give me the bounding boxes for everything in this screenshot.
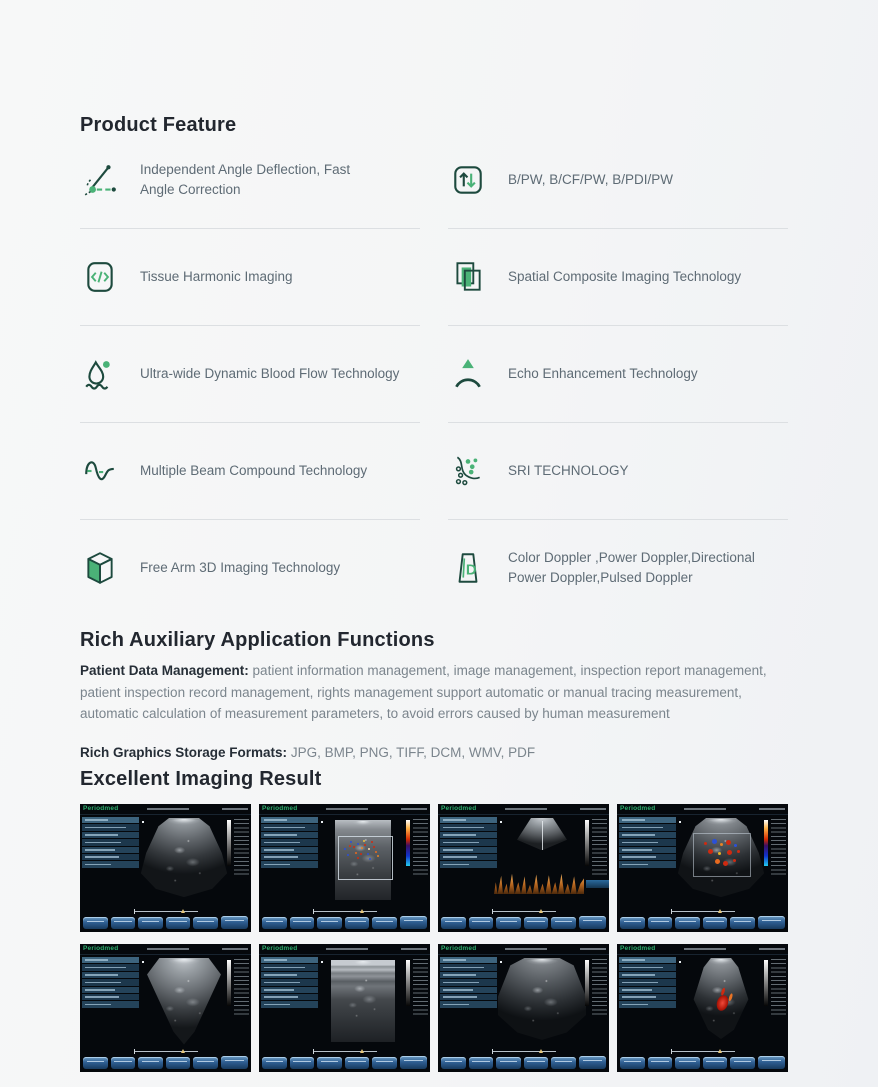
- parameter-row: [440, 1001, 497, 1007]
- ultrasound-scan-shape: [140, 958, 228, 1050]
- exam-settings-text: [759, 808, 785, 810]
- control-button-row: [441, 916, 606, 929]
- sine-wave-icon: [80, 453, 120, 489]
- feature-item: [80, 520, 420, 616]
- parameter-row: [82, 972, 139, 978]
- parameter-row: [82, 861, 139, 867]
- ultrasound-topbar: [80, 944, 251, 955]
- playback-control-button: [221, 1056, 248, 1069]
- measurement-readout-text: [413, 819, 428, 877]
- control-button: [290, 1057, 315, 1069]
- patient-data-lead: Patient Data Management:: [80, 663, 249, 678]
- depth-scale-line: [492, 911, 556, 912]
- control-button: [524, 917, 549, 929]
- composite-squares-icon: [448, 259, 488, 295]
- sri-dots-icon: [448, 453, 488, 489]
- parameter-row: [82, 817, 139, 823]
- patient-info-text: [684, 808, 726, 810]
- parameter-row: [619, 817, 676, 823]
- ultrasound-thumbnail[interactable]: [438, 804, 609, 932]
- control-button: [524, 1057, 549, 1069]
- parameter-row: [619, 861, 676, 867]
- control-button: [372, 1057, 397, 1069]
- patient-info-text: [326, 948, 368, 950]
- ultrasound-image-area: [677, 958, 765, 1050]
- machine-brand-logo: Periodmed: [262, 804, 298, 812]
- patient-data-text: patient information management, image management, inspection report management, patient inspection record management, rights management support automatic or manual tracing measurement, automatic calculation of measurement parameters, to avoid errors caused by human measurement: [80, 663, 767, 722]
- control-button: [193, 917, 218, 929]
- ultrasound-image-area: [319, 958, 407, 1050]
- parameter-row: [619, 972, 676, 978]
- control-button: [496, 1057, 521, 1069]
- measurement-readout-text: [234, 819, 249, 877]
- parameter-row: [619, 979, 676, 985]
- depth-scale-line: [313, 1051, 377, 1052]
- parameter-row: [619, 987, 676, 993]
- measurement-readout-text: [592, 959, 607, 1017]
- ultrasound-topbar: [438, 944, 609, 955]
- patient-info-text: [684, 948, 726, 950]
- control-button: [83, 1057, 108, 1069]
- doppler-d-icon: [448, 550, 488, 586]
- control-button: [166, 1057, 191, 1069]
- ultrasound-gallery: [80, 804, 788, 1072]
- parameter-row: [261, 854, 318, 860]
- control-button: [551, 917, 576, 929]
- focus-marker: [679, 821, 681, 823]
- ultrasound-topbar: [438, 804, 609, 815]
- control-button: [620, 917, 645, 929]
- feature-item: [448, 326, 788, 423]
- control-button: [138, 917, 163, 929]
- patient-data-paragraph: [80, 660, 788, 725]
- control-button: [730, 1057, 755, 1069]
- control-button: [703, 1057, 728, 1069]
- depth-scale-line: [671, 1051, 735, 1052]
- focus-marker: [321, 821, 323, 823]
- parameter-panel: [619, 817, 676, 869]
- water-drop-icon: [80, 356, 120, 392]
- machine-brand-logo: Periodmed: [441, 804, 477, 812]
- machine-brand-logo: Periodmed: [620, 804, 656, 812]
- control-button: [317, 1057, 342, 1069]
- ultrasound-scan-shape: [140, 818, 228, 910]
- ultrasound-topbar: [80, 804, 251, 815]
- patient-info-text: [147, 808, 189, 810]
- control-button-row: [620, 916, 785, 929]
- parameter-row: [619, 847, 676, 853]
- measurement-readout-text: [771, 819, 786, 877]
- measurement-readout-text: [413, 959, 428, 1017]
- parameter-row: [440, 824, 497, 830]
- parameter-row: [261, 817, 318, 823]
- ultrasound-image-area: [498, 958, 586, 1050]
- exam-settings-text: [222, 808, 248, 810]
- ultrasound-thumbnail[interactable]: [80, 944, 251, 1072]
- svg-text:D: D: [465, 562, 477, 579]
- storage-formats-lead: Rich Graphics Storage Formats:: [80, 744, 288, 760]
- feature-label: Independent Angle Deflection, Fast Angle Correction: [140, 161, 351, 197]
- parameter-row: [440, 972, 497, 978]
- control-button: [648, 917, 673, 929]
- feature-item: [80, 326, 420, 423]
- parameter-row: [440, 854, 497, 860]
- focus-marker: [321, 961, 323, 963]
- exam-settings-text: [222, 948, 248, 950]
- control-button: [620, 1057, 645, 1069]
- control-button: [111, 1057, 136, 1069]
- focus-marker: [500, 821, 502, 823]
- feature-item: [448, 423, 788, 520]
- exam-settings-text: [401, 808, 427, 810]
- parameter-row: [619, 832, 676, 838]
- echo-arc-icon: [448, 356, 488, 392]
- parameter-row: [261, 824, 318, 830]
- parameter-row: [82, 854, 139, 860]
- parameter-row: [261, 1001, 318, 1007]
- feature-item: [448, 132, 788, 229]
- playback-control-button: [400, 1056, 427, 1069]
- feature-item: [448, 229, 788, 326]
- exam-settings-text: [580, 808, 606, 810]
- parameter-panel: [440, 957, 497, 1009]
- parameter-row: [440, 957, 497, 963]
- patient-info-text: [505, 948, 547, 950]
- doppler-colorbar: [764, 820, 768, 866]
- feature-label: Color Doppler ,Power Doppler,Directional Power Doppler,Pulsed Doppler: [508, 549, 755, 585]
- exam-settings-text: [759, 948, 785, 950]
- feature-label: Free Arm 3D Imaging Technology: [140, 559, 341, 575]
- ultrasound-blueband: [586, 880, 609, 888]
- product-feature-title: Product Feature: [80, 114, 237, 136]
- ultrasound-image-area: [140, 818, 228, 910]
- depth-scale-line: [671, 911, 735, 912]
- parameter-row: [440, 817, 497, 823]
- ultrasound-minifan: [517, 818, 567, 850]
- parameter-row: [440, 979, 497, 985]
- imaging-result-title: Excellent Imaging Result: [80, 768, 322, 790]
- parameter-row: [619, 994, 676, 1000]
- control-button: [345, 917, 370, 929]
- parameter-row: [440, 847, 497, 853]
- patient-info-text: [147, 948, 189, 950]
- parameter-row: [82, 847, 139, 853]
- control-button-row: [83, 1056, 248, 1069]
- ultrasound-topbar: [617, 944, 788, 955]
- ultrasound-topbar: [259, 944, 430, 955]
- control-button: [675, 917, 700, 929]
- control-button: [730, 917, 755, 929]
- parameter-row: [619, 854, 676, 860]
- auxiliary-functions-body: [80, 660, 788, 780]
- parameter-row: [82, 987, 139, 993]
- patient-info-text: [505, 808, 547, 810]
- control-button: [193, 1057, 218, 1069]
- ultrasound-roi: [693, 833, 751, 877]
- parameter-row: [261, 957, 318, 963]
- parameter-row: [440, 832, 497, 838]
- grayscale-bar: [227, 960, 231, 1006]
- machine-brand-logo: Periodmed: [441, 944, 477, 952]
- parameter-row: [619, 824, 676, 830]
- doppler-colorbar: [406, 820, 410, 866]
- feature-item: [80, 229, 420, 326]
- parameter-row: [619, 1001, 676, 1007]
- feature-label: Ultra-wide Dynamic Blood Flow Technology: [140, 365, 400, 381]
- exam-settings-text: [580, 948, 606, 950]
- control-button: [317, 917, 342, 929]
- grayscale-bar: [406, 960, 410, 1006]
- grayscale-bar: [227, 820, 231, 866]
- parameter-row: [261, 839, 318, 845]
- parameter-panel: [82, 817, 139, 869]
- ultrasound-thumbnail[interactable]: [617, 944, 788, 1072]
- grayscale-bar: [585, 960, 589, 1006]
- control-button: [469, 1057, 494, 1069]
- control-button-row: [620, 1056, 785, 1069]
- control-button-row: [262, 916, 427, 929]
- storage-formats-paragraph: [80, 742, 788, 764]
- parameter-row: [619, 839, 676, 845]
- control-button: [166, 917, 191, 929]
- control-button: [262, 917, 287, 929]
- control-button: [83, 917, 108, 929]
- parameter-panel: [440, 817, 497, 869]
- parameter-row: [261, 972, 318, 978]
- ultrasound-scan-shape: [331, 960, 395, 1042]
- parameter-panel: [261, 957, 318, 1009]
- ultrasound-image-area: [319, 818, 407, 910]
- depth-scale-line: [313, 911, 377, 912]
- ultrasound-image-area: [498, 818, 586, 910]
- feature-label: SRI TECHNOLOGY: [508, 462, 629, 478]
- control-button: [138, 1057, 163, 1069]
- feature-item: [80, 132, 420, 229]
- playback-control-button: [758, 1056, 785, 1069]
- control-button-row: [441, 1056, 606, 1069]
- parameter-row: [261, 832, 318, 838]
- feature-label: Echo Enhancement Technology: [508, 365, 698, 381]
- grayscale-bar: [585, 820, 589, 866]
- control-button-row: [262, 1056, 427, 1069]
- parameter-row: [82, 839, 139, 845]
- parameter-row: [261, 994, 318, 1000]
- ultrasound-topbar: [259, 804, 430, 815]
- control-button: [441, 917, 466, 929]
- feature-label: Multiple Beam Compound Technology: [140, 462, 368, 478]
- parameter-panel: [82, 957, 139, 1009]
- ultrasound-thumbnail[interactable]: [617, 804, 788, 932]
- measurement-readout-text: [771, 959, 786, 1017]
- angle-deflection-icon: [80, 162, 120, 198]
- control-button: [703, 917, 728, 929]
- parameter-row: [440, 987, 497, 993]
- feature-item: [448, 520, 788, 616]
- parameter-panel: [619, 957, 676, 1009]
- machine-brand-logo: Periodmed: [620, 944, 656, 952]
- playback-control-button: [579, 916, 606, 929]
- storage-formats-text: JPG, BMP, PNG, TIFF, DCM, WMV, PDF: [287, 744, 536, 760]
- feature-label: Spatial Composite Imaging Technology: [508, 268, 742, 284]
- code-brackets-icon: [80, 259, 120, 295]
- depth-scale-line: [492, 1051, 556, 1052]
- parameter-row: [261, 847, 318, 853]
- parameter-row: [440, 964, 497, 970]
- ultrasound-roi: [338, 836, 393, 879]
- focus-marker: [500, 961, 502, 963]
- feature-label: B/PW, B/CF/PW, B/PDI/PW: [508, 171, 674, 187]
- parameter-row: [619, 957, 676, 963]
- bidirectional-arrows-icon: [448, 162, 488, 198]
- feature-grid: [80, 132, 788, 616]
- exam-settings-text: [401, 948, 427, 950]
- playback-control-button: [758, 916, 785, 929]
- parameter-row: [82, 832, 139, 838]
- machine-brand-logo: Periodmed: [262, 944, 298, 952]
- ultrasound-scan-shape: [498, 958, 586, 1050]
- parameter-row: [82, 994, 139, 1000]
- parameter-row: [82, 964, 139, 970]
- parameter-row: [261, 964, 318, 970]
- machine-brand-logo: Periodmed: [83, 944, 119, 952]
- grayscale-bar: [764, 960, 768, 1006]
- playback-control-button: [579, 1056, 606, 1069]
- feature-label: Tissue Harmonic Imaging: [140, 268, 293, 284]
- focus-marker: [679, 961, 681, 963]
- parameter-row: [82, 824, 139, 830]
- ultrasound-image-area: [677, 818, 765, 910]
- parameter-row: [261, 861, 318, 867]
- ultrasound-thumbnail[interactable]: [80, 804, 251, 932]
- control-button: [372, 917, 397, 929]
- patient-info-text: [326, 808, 368, 810]
- control-button: [469, 917, 494, 929]
- focus-marker: [142, 821, 144, 823]
- ultrasound-thumbnail[interactable]: [259, 804, 430, 932]
- control-button: [675, 1057, 700, 1069]
- parameter-row: [82, 957, 139, 963]
- control-button: [648, 1057, 673, 1069]
- parameter-panel: [261, 817, 318, 869]
- ultrasound-thumbnail[interactable]: [438, 944, 609, 1072]
- machine-brand-logo: Periodmed: [83, 804, 119, 812]
- ultrasound-topbar: [617, 804, 788, 815]
- cube-3d-icon: [80, 550, 120, 586]
- parameter-row: [619, 964, 676, 970]
- ultrasound-spikes: [494, 868, 584, 894]
- playback-control-button: [400, 916, 427, 929]
- parameter-row: [82, 1001, 139, 1007]
- parameter-row: [440, 839, 497, 845]
- control-button: [496, 917, 521, 929]
- depth-scale-line: [134, 911, 198, 912]
- parameter-row: [82, 979, 139, 985]
- depth-scale-line: [134, 1051, 198, 1052]
- control-button: [111, 917, 136, 929]
- control-button: [290, 917, 315, 929]
- control-button: [441, 1057, 466, 1069]
- ultrasound-image-area: [140, 958, 228, 1050]
- ultrasound-thumbnail[interactable]: [259, 944, 430, 1072]
- auxiliary-functions-title: Rich Auxiliary Application Functions: [80, 629, 435, 651]
- playback-control-button: [221, 916, 248, 929]
- parameter-row: [440, 994, 497, 1000]
- measurement-readout-text: [592, 819, 607, 877]
- parameter-row: [261, 987, 318, 993]
- control-button: [262, 1057, 287, 1069]
- parameter-row: [261, 979, 318, 985]
- control-button: [551, 1057, 576, 1069]
- control-button: [345, 1057, 370, 1069]
- parameter-row: [440, 861, 497, 867]
- focus-marker: [142, 961, 144, 963]
- feature-item: [80, 423, 420, 520]
- control-button-row: [83, 916, 248, 929]
- measurement-readout-text: [234, 959, 249, 1017]
